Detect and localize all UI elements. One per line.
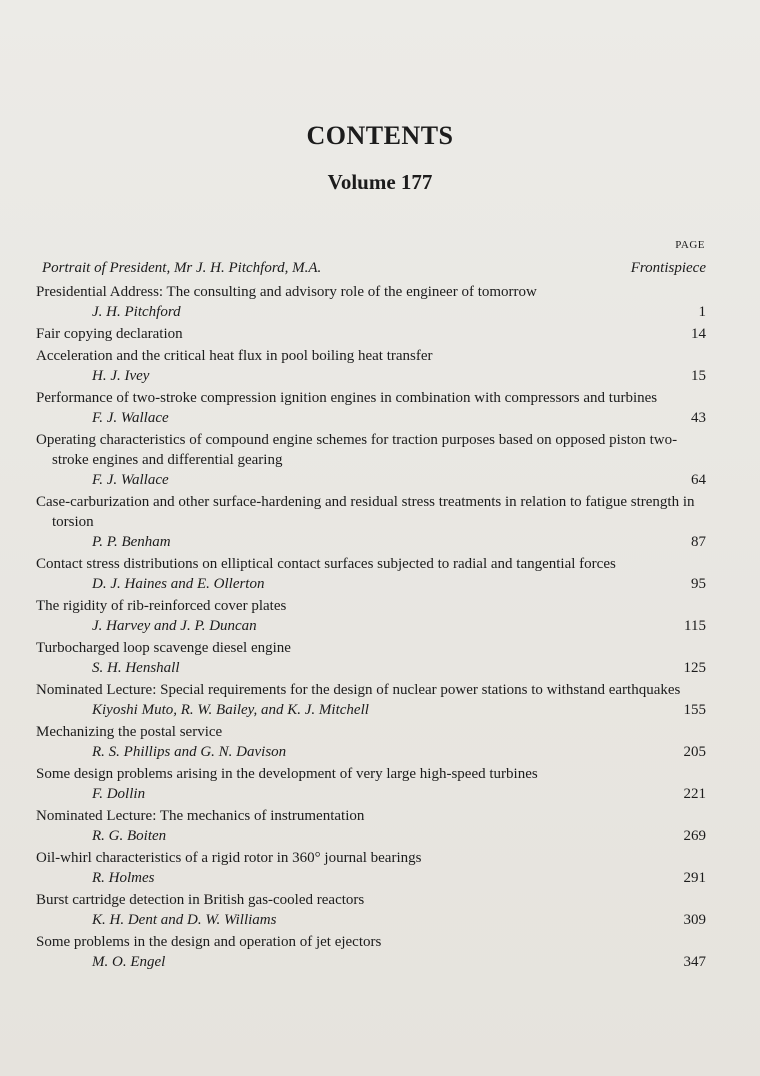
- entry-author: S. H. Henshall: [92, 660, 180, 676]
- contents-entry: [36, 554, 706, 594]
- entry-author: D. J. Haines and E. Ollerton: [92, 576, 265, 592]
- entry-author: F. J. Wallace: [92, 472, 169, 488]
- entry-author: F. J. Wallace: [92, 410, 169, 426]
- entry-author: P. P. Benham: [92, 534, 171, 550]
- contents-entry: [36, 492, 706, 552]
- entry-title: Turbocharged loop scavenge diesel engine: [36, 640, 291, 656]
- entry-title: Nominated Lecture: Special requirements for the design of nuclear power stations to withstand earthquakes: [36, 682, 681, 698]
- entry-author: J. H. Pitchford: [92, 304, 181, 320]
- entry-title: Burst cartridge detection in British gas-cooled reactors: [36, 892, 365, 908]
- entry-title: Contact stress distributions on elliptical contact surfaces subjected to radial and tangential forces: [36, 556, 616, 572]
- volume-heading: Volume 177: [327, 170, 433, 194]
- entry-title: The rigidity of rib-reinforced cover plates: [36, 598, 287, 614]
- entry-page: Frontispiece: [630, 260, 706, 276]
- entry-title: Case-carburization and other surface-hardening and residual stress treatments in relation to fatigue strength in torsion: [36, 494, 695, 530]
- contents-entry: [36, 890, 706, 930]
- entry-title: Performance of two-stroke compression ignition engines in combination with compressors and turbines: [36, 390, 658, 406]
- entry-page: 155: [683, 702, 706, 718]
- entry-author: J. Harvey and J. P. Duncan: [92, 618, 257, 634]
- contents-entry: [36, 932, 706, 972]
- entry-author: R. G. Boiten: [92, 828, 167, 844]
- entry-page: 291: [683, 870, 706, 886]
- contents-entry: [36, 430, 706, 490]
- entry-page: 87: [691, 534, 706, 550]
- entry-author: F. Dollin: [92, 786, 146, 802]
- entry-page: 15: [691, 368, 706, 384]
- entry-page: 347: [683, 954, 706, 970]
- contents-entry: [36, 324, 706, 344]
- entry-author: M. O. Engel: [92, 954, 166, 970]
- entry-author: Kiyoshi Muto, R. W. Bailey, and K. J. Mitchell: [92, 702, 369, 718]
- contents-entry: [36, 806, 706, 846]
- contents-entry: [36, 596, 706, 636]
- contents-list: [36, 258, 706, 974]
- entry-title: Portrait of President, Mr J. H. Pitchford, M.A.: [42, 260, 322, 276]
- entry-page: 95: [691, 576, 706, 592]
- entry-title: Oil-whirl characteristics of a rigid rotor in 360° journal bearings: [36, 850, 422, 866]
- contents-entry: [36, 638, 706, 678]
- contents-entry: [36, 388, 706, 428]
- contents-entry: [36, 680, 706, 720]
- contents-entry: [36, 764, 706, 804]
- contents-entry: [36, 848, 706, 888]
- entry-page: 1: [698, 304, 706, 320]
- entry-title: Some problems in the design and operation of jet ejectors: [36, 934, 382, 950]
- entry-page: 309: [683, 912, 706, 928]
- entry-page: 125: [683, 660, 706, 676]
- entry-author: H. J. Ivey: [92, 368, 150, 384]
- entry-page: 115: [684, 618, 706, 634]
- entry-page: 205: [683, 744, 706, 760]
- entry-page: 269: [683, 828, 706, 844]
- page-column-header: PAGE: [675, 239, 705, 251]
- contents-entry: [36, 282, 706, 322]
- entry-author: R. Holmes: [92, 870, 155, 886]
- page-title: CONTENTS: [306, 121, 454, 150]
- contents-entry: [36, 346, 706, 386]
- entry-page: 43: [691, 410, 706, 426]
- entry-page: 221: [683, 786, 706, 802]
- contents-entry: [36, 722, 706, 762]
- entry-title: Mechanizing the postal service: [36, 724, 223, 740]
- entry-title: Some design problems arising in the development of very large high-speed turbines: [36, 766, 538, 782]
- entry-page: 14: [691, 326, 706, 342]
- entry-title: Nominated Lecture: The mechanics of instrumentation: [36, 808, 365, 824]
- contents-entry: [36, 258, 706, 278]
- entry-title: Operating characteristics of compound engine schemes for traction purposes based on opposed piston two-stroke engines and differential gearing: [36, 432, 678, 468]
- entry-page: 64: [691, 472, 706, 488]
- entry-title: Presidential Address: The consulting and advisory role of the engineer of tomorrow: [36, 284, 537, 300]
- entry-author: R. S. Phillips and G. N. Davison: [92, 744, 287, 760]
- entry-author: K. H. Dent and D. W. Williams: [92, 912, 277, 928]
- entry-title: Fair copying declaration: [36, 326, 183, 342]
- entry-title: Acceleration and the critical heat flux in pool boiling heat transfer: [36, 348, 433, 364]
